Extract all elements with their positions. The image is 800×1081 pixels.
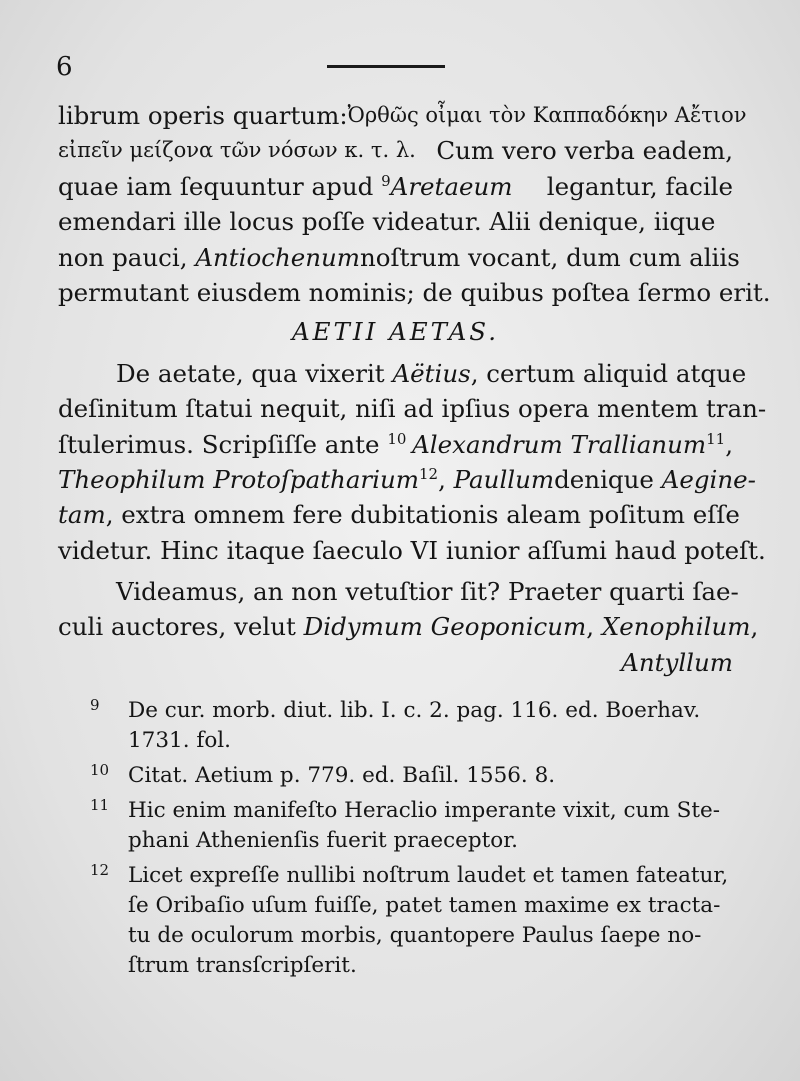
name-alexandrum: Alexandrum Trallianum xyxy=(412,429,707,459)
footnote-line: De cur. morb. diut. lib. I. c. 2. pag. 116. ed. Boerhav. xyxy=(128,698,701,723)
footnote-line: 1731. fol. xyxy=(128,728,231,753)
footnote-11 xyxy=(90,796,730,856)
text-span: culi auctores, velut Didymum Geoponicum xyxy=(58,612,587,642)
text-span: , extra omnem fere dubitationis aleam poſitum eſſe xyxy=(105,500,740,530)
catchword: Antyllum xyxy=(621,647,733,677)
footnote-10 xyxy=(90,761,730,791)
footnote-ref: 11 xyxy=(706,429,726,448)
footnote-ref: 10 xyxy=(387,429,407,448)
footnote-line: phani Athenienſis fuerit praeceptor. xyxy=(128,828,518,853)
text-span: Theophilum Protoſpatharium$^{12}$, Paullum xyxy=(58,464,555,494)
main-text xyxy=(58,98,771,680)
text-span: ſtulerimus. Scripſiſſe ante $^{10}$ xyxy=(58,429,407,459)
footnote-line: Citat. Aetium p. 779. ed. Baſil. 1556. 8. xyxy=(128,763,556,788)
name-aeginetam-end: tam xyxy=(58,500,106,530)
name-theophilum: Theophilum Protoſpatharium xyxy=(58,464,419,494)
footnote-line: Hic enim manifeſto Heraclio imperante vixit, cum Ste- xyxy=(128,798,720,823)
greek-quote: εἰπεῖν μείζονα τῶν νόσων κ. τ. λ. xyxy=(58,138,416,163)
footnote-mark: 12 xyxy=(90,861,110,879)
footnote-mark: 10 xyxy=(90,761,110,779)
name-xenophilum: Xenophilum xyxy=(601,612,751,642)
header-rule xyxy=(327,65,445,68)
footnote-line: tu de oculorum morbis, quantopere Paulus ſaepe no- xyxy=(128,923,702,948)
text-line: permutant eiusdem nominis; de quibus poſtea ſermo erit. xyxy=(58,277,771,307)
text-line xyxy=(58,98,747,133)
name-aretaeus: Aretaeum xyxy=(390,171,513,201)
text-span: , certum aliquid atque xyxy=(470,358,747,388)
text-line: deſinitum ſtatui nequit, niſi ad ipſius opera mentem tran- xyxy=(58,394,767,424)
text-line: Videamus, an non vetuſtior ſit? Praeter quarti ſae- xyxy=(116,577,739,607)
footnote-ref: 9 xyxy=(381,171,391,190)
text-span: denique Aegine- xyxy=(554,464,756,494)
text-span: quae iam ſequuntur apud $^9$Aretaeum xyxy=(58,171,513,201)
footnote-line: Licet expreſſe nullibi noſtrum laudet et tamen fateatur, xyxy=(128,863,729,888)
text-line xyxy=(58,169,733,204)
footnote-mark: 11 xyxy=(90,796,110,814)
footnote-line: ſtrum transſcripſerit. xyxy=(128,953,357,978)
text-line xyxy=(58,609,759,644)
name-aeginetam: Aegine- xyxy=(661,464,756,494)
text-span: noſtrum vocant, dum cum aliis xyxy=(360,242,740,272)
footnotes xyxy=(90,696,730,986)
text-line xyxy=(58,462,756,497)
text-span: , Xenophilum, xyxy=(586,612,759,642)
name-aetius: Aëtius xyxy=(392,358,471,388)
greek-quote: Ὀρθῶς οἶμαι τὸν Καππαδόκην Αἔτιον xyxy=(347,103,747,127)
text-span: non pauci, Antiochenum xyxy=(58,242,361,272)
footnote-line: ſe Oribaſio uſum fuiſſe, patet tamen maxime ex tracta- xyxy=(128,893,721,918)
footnote-mark: 9 xyxy=(90,696,100,714)
text-line xyxy=(58,240,740,275)
text-span: De aetate, qua vixerit Aëtius xyxy=(116,358,471,388)
name-paullum: Paullum xyxy=(453,464,555,494)
footnote-12 xyxy=(90,861,730,981)
text-span: librum operis quartum: xyxy=(58,101,348,130)
text-line: videtur. Hinc itaque ſaeculo VI iunior aſſumi haud poteſt. xyxy=(58,535,766,565)
text-line xyxy=(58,133,733,168)
text-line xyxy=(58,356,747,391)
text-line xyxy=(58,497,740,532)
text-line xyxy=(58,427,733,462)
text-span: Cum vero verba eadem, xyxy=(436,136,733,166)
section-title: AETII AETAS. xyxy=(291,317,500,347)
name-antiochenum: Antiochenum xyxy=(195,242,361,272)
text-span: legantur, facile xyxy=(546,171,733,201)
footnote-ref: 12 xyxy=(419,464,439,483)
text-line: emendari ille locus poſſe videatur. Alii denique, iique xyxy=(58,207,716,237)
page-number: 6 xyxy=(56,52,73,82)
name-didymum: Didymum Geoponicum xyxy=(303,612,587,642)
footnote-9 xyxy=(90,696,730,756)
text-span: Alexandrum Trallianum$^{11}$, xyxy=(412,429,733,459)
